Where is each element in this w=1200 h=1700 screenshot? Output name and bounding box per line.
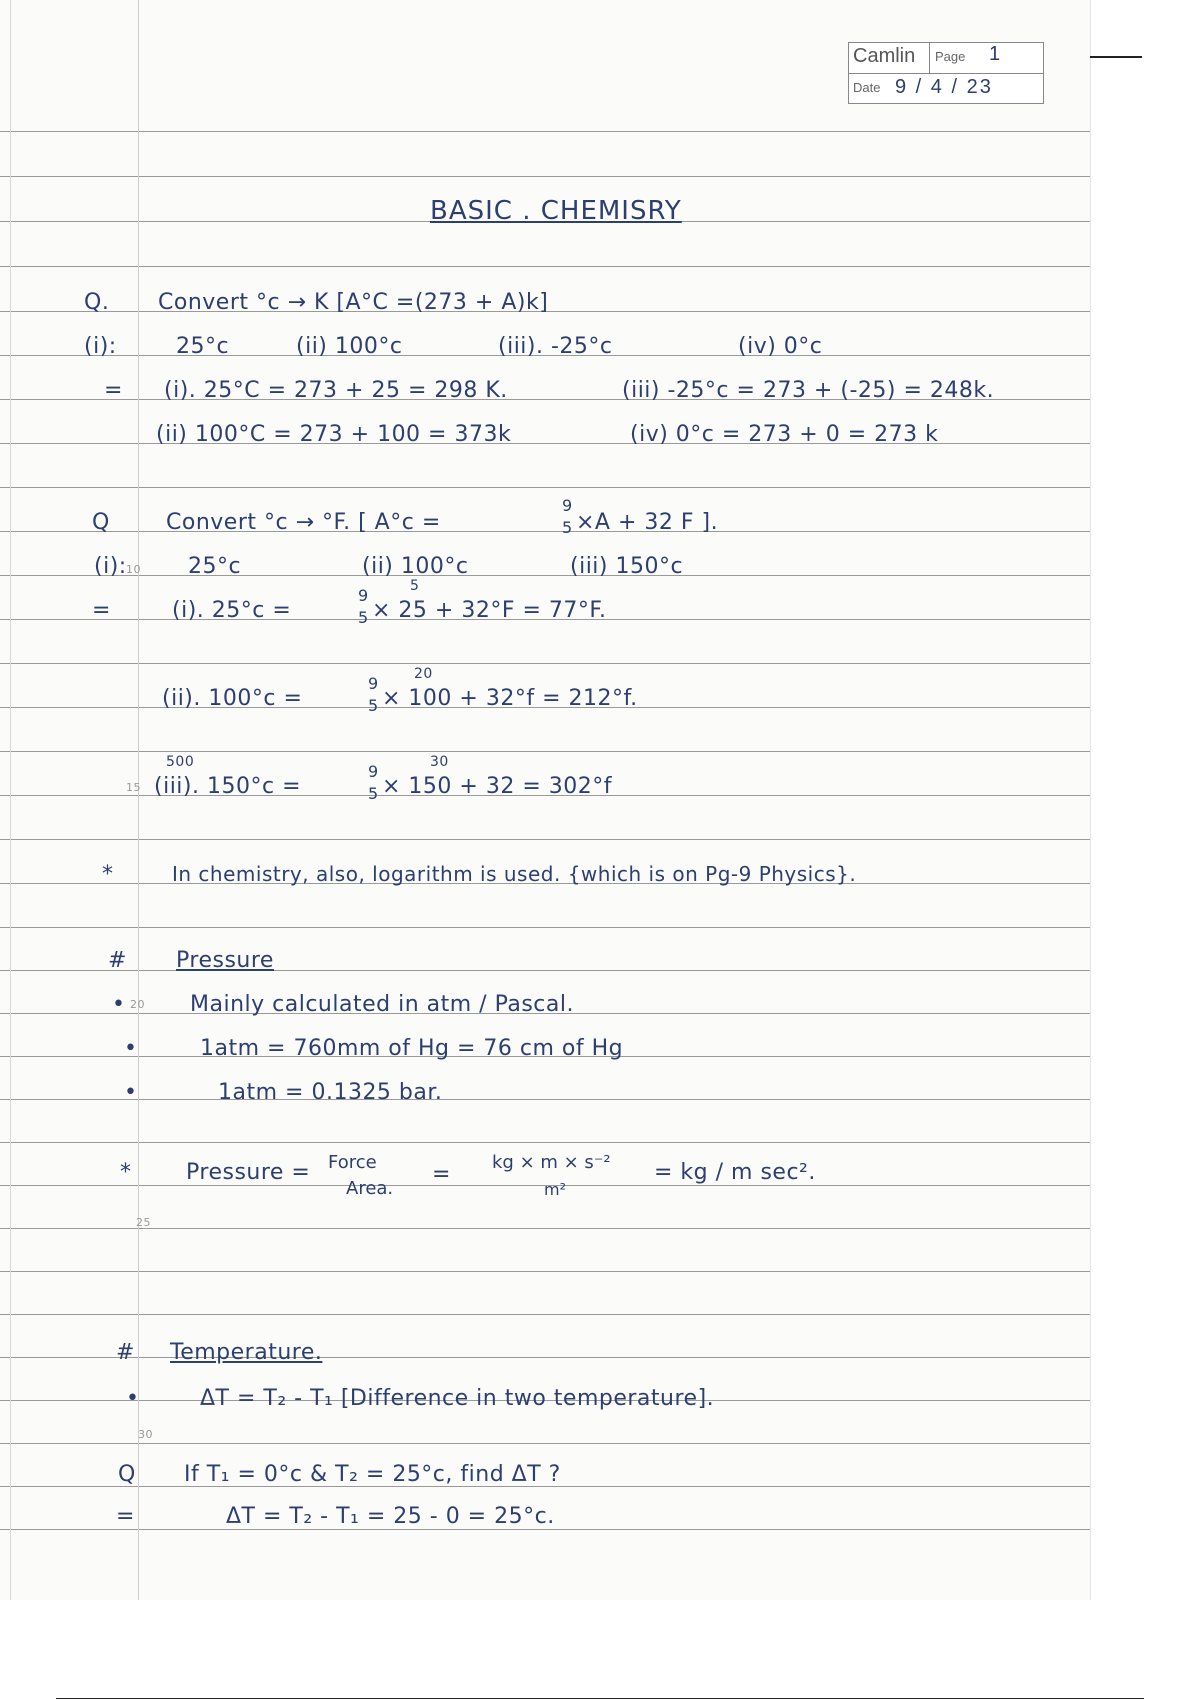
question-marker: Q. [84, 290, 110, 315]
ruled-line [0, 970, 1090, 971]
formula-equals: = [432, 1162, 451, 1187]
margin-number: 25 [136, 1216, 151, 1229]
fraction-numerator: 9 [562, 496, 573, 515]
page-date-box [848, 42, 1044, 104]
answer-lead: (i). 25°c = [172, 598, 292, 623]
answer-line: ΔT = T₂ - T₁ = 25 - 0 = 25°c. [226, 1504, 555, 1529]
question-prompt: Convert °c → K [A°C =(273 + A)k] [158, 290, 549, 315]
part: (iii) 150°c [570, 554, 684, 579]
margin-number: 20 [130, 998, 145, 1011]
box-divider [849, 73, 1043, 74]
bullet-text: 1atm = 0.1325 bar. [218, 1080, 443, 1105]
ruled-line [0, 1271, 1090, 1272]
ruled-line [0, 1314, 1090, 1315]
equals-marker: = [116, 1504, 135, 1529]
fraction-numerator: kg × m × s⁻² [492, 1152, 611, 1173]
answer-lead: (ii). 100°c = [162, 686, 303, 711]
fraction-denominator: Area. [346, 1178, 394, 1199]
answer-rest: × 100 + 32°f = 212°f. [382, 686, 638, 711]
bottom-rule [56, 1698, 1144, 1699]
cancel-note: 30 [430, 754, 449, 770]
answer-rest: × 150 + 32 = 302°f [382, 774, 612, 799]
ruled-line [0, 1099, 1090, 1100]
fraction-denominator: 5 [368, 784, 379, 803]
section-marker: # [108, 948, 127, 973]
part: (ii) 100°c [296, 334, 403, 359]
fraction-numerator: 9 [368, 674, 379, 693]
question-marker: Q [92, 510, 110, 535]
part: 25°c [188, 554, 242, 579]
ruled-line [0, 663, 1090, 664]
ruled-line [0, 751, 1090, 752]
ruled-line [0, 1529, 1090, 1530]
ruled-line [0, 531, 1090, 532]
part: (ii) 100°c [362, 554, 469, 579]
question-prompt: Convert °c → °F. [ A°c = [166, 510, 441, 535]
fraction-numerator: 9 [368, 762, 379, 781]
formula-marker: * [120, 1160, 132, 1185]
answer-line: (iv) 0°c = 273 + 0 = 273 k [630, 422, 939, 447]
ruled-line [0, 1443, 1090, 1444]
equals-marker: = [92, 598, 111, 623]
answer-lead: (iii). 150°c = [154, 774, 302, 799]
cancel-note: 5 [410, 578, 420, 594]
ruled-line [0, 927, 1090, 928]
ruled-line [0, 575, 1090, 576]
answer-rest: × 25 + 32°F = 77°F. [372, 598, 607, 623]
bullet-dot: • [124, 1080, 138, 1105]
edge-mark [1090, 56, 1142, 58]
bullet-text: Mainly calculated in atm / Pascal. [190, 992, 574, 1017]
ruled-line [0, 1357, 1090, 1358]
parts-label: (i): [94, 554, 127, 579]
fraction-numerator: 9 [358, 586, 369, 605]
cancel-note: 500 [166, 754, 195, 770]
note-marker: * [102, 862, 114, 887]
date-value: 9 / 4 / 23 [895, 76, 993, 98]
question-prompt: If T₁ = 0°c & T₂ = 25°c, find ΔT ? [184, 1462, 561, 1487]
answer-line: (iii) -25°c = 273 + (-25) = 248k. [622, 378, 995, 403]
fraction-denominator: m² [544, 1180, 566, 1199]
page-number: 1 [989, 43, 1001, 65]
answer-line: (i). 25°C = 273 + 25 = 298 K. [164, 378, 508, 403]
cancel-note: 20 [414, 666, 433, 682]
margin-number: 30 [138, 1428, 153, 1441]
margin-line [138, 0, 139, 1600]
part: (iv) 0°c [738, 334, 823, 359]
fraction-denominator: 5 [358, 608, 369, 627]
part: (iii). -25°c [498, 334, 613, 359]
formula-text: ×A + 32 F ]. [576, 510, 719, 535]
formula-tail: = kg / m sec². [654, 1160, 816, 1185]
bullet-dot: • [112, 992, 126, 1017]
brand-label: Camlin [853, 45, 916, 67]
fraction-numerator: Force [328, 1152, 377, 1173]
equals-marker: = [104, 378, 123, 403]
question-marker: Q [118, 1462, 136, 1487]
margin-number: 15 [126, 781, 141, 794]
bullet-dot: • [124, 1036, 138, 1061]
bullet-text: ΔT = T₂ - T₁ [Difference in two temperature]. [200, 1386, 715, 1411]
ruled-line [0, 266, 1090, 267]
margin-number: 10 [126, 563, 141, 576]
box-divider [929, 43, 930, 73]
note-text: In chemistry, also, logarithm is used. {which is on Pg-9 Physics}. [172, 862, 857, 886]
bullet-dot: • [126, 1386, 140, 1411]
bullet-text: 1atm = 760mm of Hg = 76 cm of Hg [200, 1036, 624, 1061]
part: 25°c [176, 334, 230, 359]
fraction-denominator: 5 [368, 696, 379, 715]
ruled-line [0, 176, 1090, 177]
ruled-line [0, 1228, 1090, 1229]
parts-label: (i): [84, 334, 117, 359]
formula-lead: Pressure = [186, 1160, 311, 1185]
section-marker: # [116, 1340, 135, 1365]
date-label: Date [853, 80, 881, 95]
section-heading: Temperature. [170, 1340, 323, 1365]
page-title: BASIC . CHEMISRY [430, 196, 682, 226]
section-heading: Pressure [176, 948, 274, 973]
fraction-denominator: 5 [562, 518, 573, 537]
page-label: Page [935, 49, 966, 64]
ruled-line [0, 1142, 1090, 1143]
left-edge-line [10, 0, 11, 1600]
ruled-line [0, 839, 1090, 840]
answer-line: (ii) 100°C = 273 + 100 = 373k [156, 422, 512, 447]
ruled-line [0, 487, 1090, 488]
ruled-line [0, 131, 1090, 132]
